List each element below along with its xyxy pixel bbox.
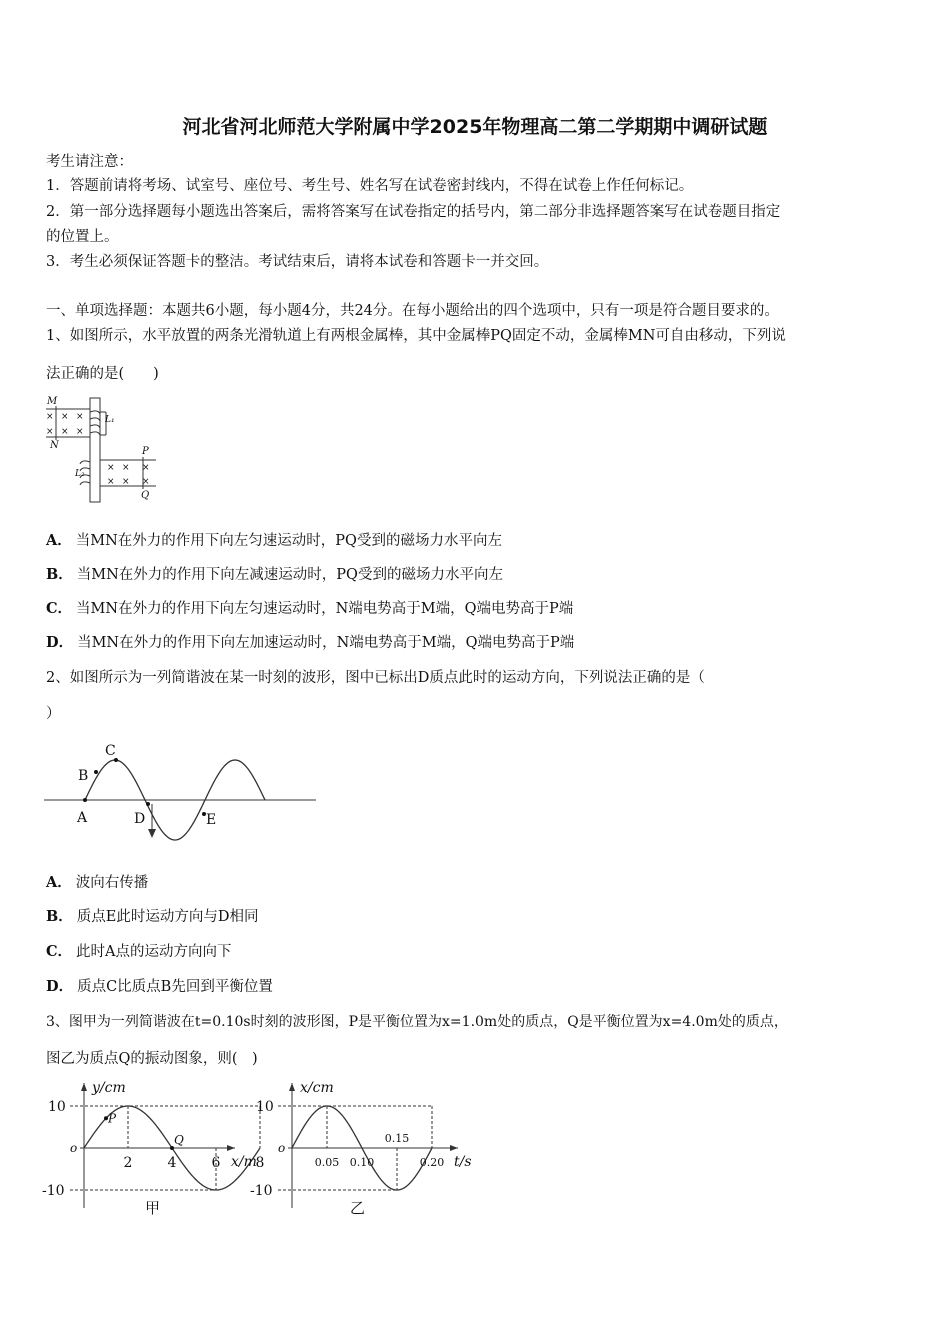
x-tick-label: 2 [123,1155,133,1171]
label-D: D [134,811,146,827]
point-P-label: P [108,1111,117,1126]
q2-stem-line1: 2、如图所示为一列简谐波在某一时刻的波形，图中已标出D质点此时的运动方向，下列说法正确的是（ [46,670,705,686]
point-Q-label: Q [174,1133,184,1147]
origin-label: o [278,1141,286,1155]
q1-option-b: B． 当MN在外力的作用下向左减速运动时，PQ受到的磁场力水平向左 [46,566,503,583]
q3-chart-yi [250,1078,477,1223]
label-A: A [77,810,88,826]
q3-chart-jia [40,1078,265,1223]
q3-stem-line1: 3、图甲为一列简谐波在t=0.10s时刻的波形图，P是平衡位置为x=1.0m处的质点，Q是平衡位置为x=4.0m处的质点， [46,1014,788,1030]
q2-option-c: C． 此时A点的运动方向向下 [46,943,232,960]
field-cross: × [61,412,69,422]
field-cross: × [122,477,130,487]
y-tick-label: -10 [42,1183,65,1199]
q2-wave-diagram [44,738,320,846]
q1-option-d: D． 当MN在外力的作用下向左加速运动时，N端电势高于M端，Q端电势高于P端 [46,634,575,651]
field-cross: × [107,477,115,487]
x-axis-label: t/s [454,1154,472,1170]
q2-option-b: B． 质点E此时运动方向与D相同 [46,908,259,925]
field-cross: × [46,427,54,437]
y-tick-label: -10 [250,1183,273,1199]
chart-title: 甲 [145,1199,161,1217]
y-tick-label: 10 [256,1099,274,1115]
field-cross: × [122,463,130,473]
q2-option-d: D． 质点C比质点B先回到平衡位置 [46,978,273,995]
point-P [104,1116,108,1120]
section-heading: 一、单项选择题：本题共6小题，每小题4分，共24分。在每小题给出的四个选项中，只有一项是符合题目要求的。 [46,303,779,319]
q1-option-a: A． 当MN在外力的作用下向左匀速运动时，PQ受到的磁场力水平向左 [46,532,502,549]
point-A [83,798,87,802]
point-Q [170,1146,174,1150]
q1-stem-line1: 1、如图所示，水平放置的两条光滑轨道上有两根金属棒，其中金属棒PQ固定不动，金属棒MN可自由移动，下列说 [46,328,786,344]
notice-item-1: 1．答题前请将考场、试室号、座位号、考生号、姓名写在试卷密封线内，不得在试卷上作任何标记。 [46,178,694,194]
field-cross: × [46,412,54,422]
y-axis-arrow-icon [289,1083,295,1091]
x-tick-label: 0.20 [419,1156,445,1169]
label-C: C [105,743,116,759]
x-tick-label: 8 [255,1155,265,1171]
label-E: E [206,812,217,828]
origin-label: o [70,1141,78,1155]
arrow-head-icon [148,829,156,838]
label-B: B [78,768,89,784]
q1-stem-line2: 法正确的是( ) [46,366,159,382]
label-P: P [142,446,149,457]
x-tick-label: 4 [167,1155,177,1171]
x-axis-label: x/m [231,1154,257,1170]
q2-stem-line2: ） [46,706,61,722]
x-tick-label: 6 [211,1155,221,1171]
field-cross: × [61,427,69,437]
field-cross: × [76,412,84,422]
y-axis-label: x/cm [300,1080,334,1096]
label-Q: Q [141,490,150,501]
point-D [146,802,150,806]
notice-item-2: 2．第一部分选择题每小题选出答案后，需将答案写在试卷指定的括号内，第二部分非选择题答案写在试卷题目指定 [46,204,781,220]
x-axis-arrow-icon [227,1145,235,1151]
chart-title: 乙 [350,1199,366,1217]
label-L2: L₂ [75,469,85,479]
x-axis-arrow-icon [450,1145,458,1151]
field-cross: × [142,463,150,473]
q2-option-a: A． 波向右传播 [46,874,149,891]
field-cross: × [142,477,150,487]
y-tick-label: 10 [48,1099,66,1115]
field-cross: × [76,427,84,437]
field-cross: × [107,463,115,473]
page-title: 河北省河北师范大学附属中学2025年物理高二第二学期期中调研试题 [182,116,768,138]
label-L1: L₁ [105,415,115,425]
q1-option-c: C． 当MN在外力的作用下向左匀速运动时，N端电势高于M端，Q端电势高于P端 [46,600,574,617]
x-tick-label: 0.15 [384,1132,410,1145]
notice-item-2-cont: 的位置上。 [46,229,119,245]
notice-heading: 考生请注意： [46,154,133,170]
x-tick-label: 0.10 [349,1156,375,1169]
y-axis-label: y/cm [92,1080,126,1096]
label-N: N [50,440,59,451]
q3-stem-line2: 图乙为质点Q的振动图象，则( ) [46,1051,258,1067]
point-B [94,770,98,774]
notice-item-3: 3．考生必须保证答题卡的整洁。考试结束后，请将本试卷和答题卡一并交回。 [46,254,549,270]
y-axis-arrow-icon [81,1083,87,1091]
q1-rail-diagram [44,392,164,504]
label-M: M [47,396,58,407]
x-tick-label: 0.05 [314,1156,340,1169]
